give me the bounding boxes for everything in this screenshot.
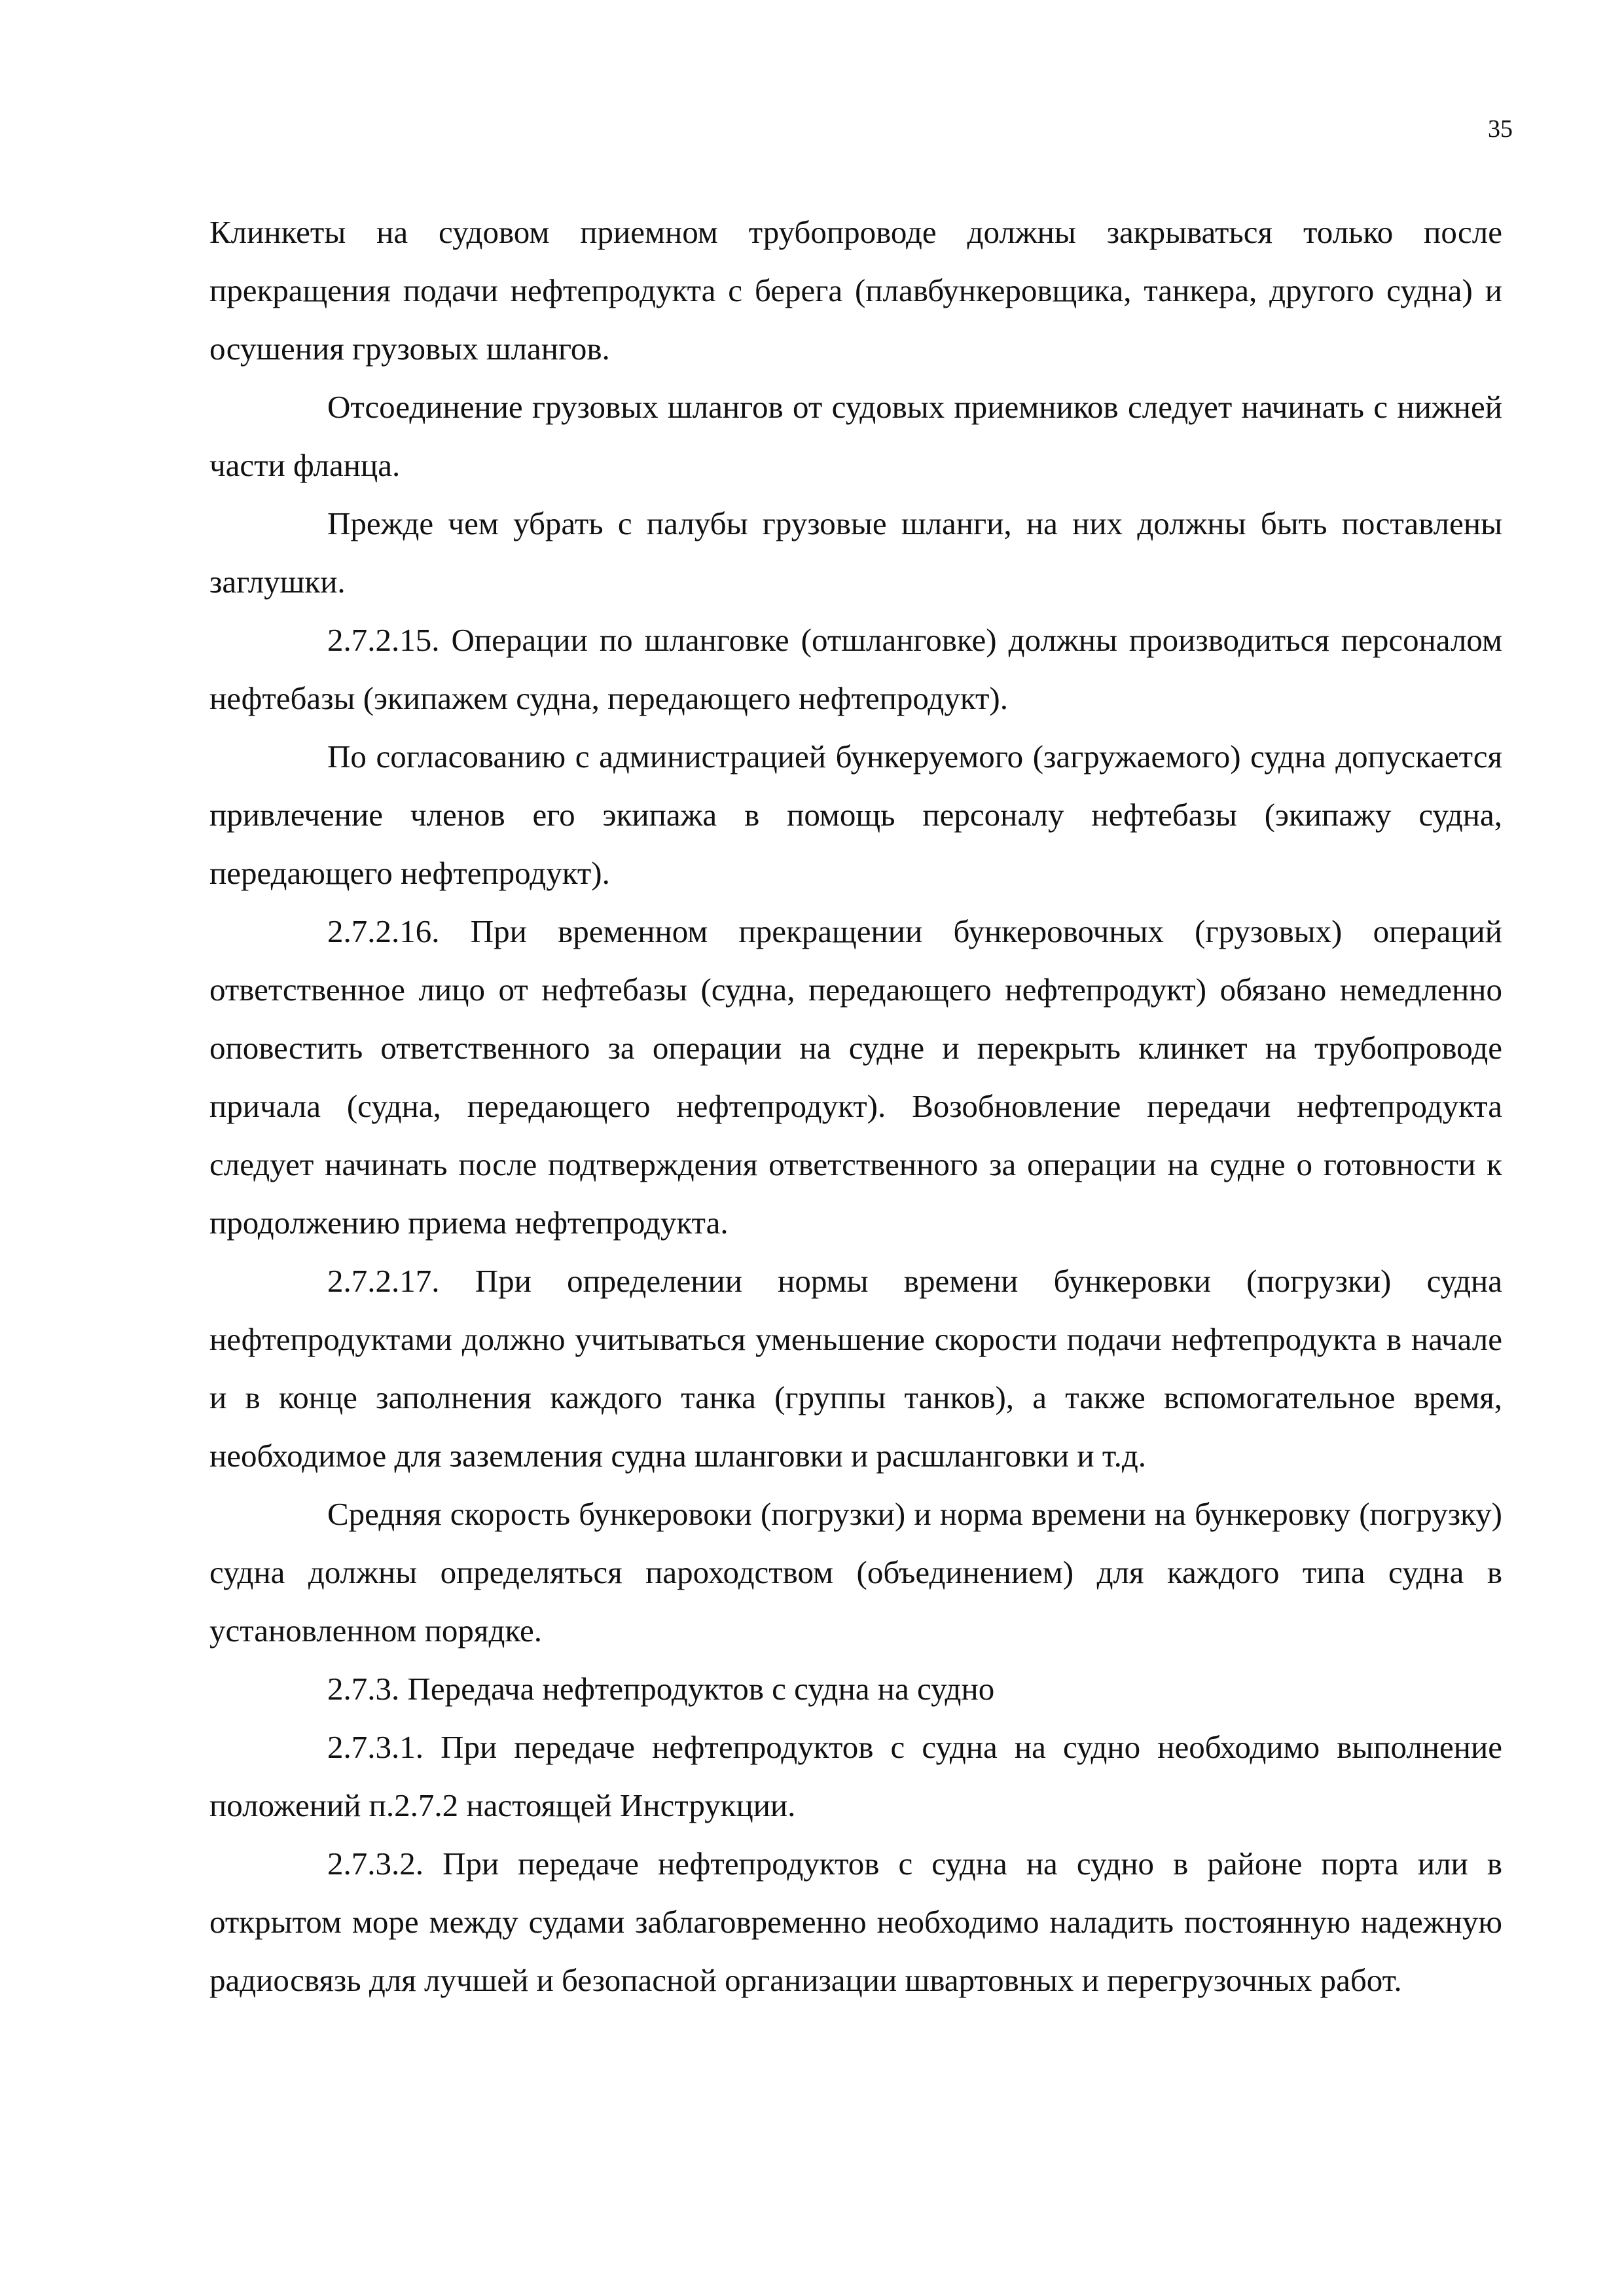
page-number: 35 (1488, 115, 1513, 143)
paragraph: Клинкеты на судовом приемном трубопроводе должны закрываться только после прекращения подачи нефтепродукта с берега (плавбункеровщика, танкера, другого судна) и осушения грузовых шлангов. (209, 214, 1502, 367)
paragraph: 2.7.3.2. При передаче нефтепродуктов с судна на судно в районе порта или в открытом море между судами заблаговременно необходимо наладить постоянную надежную радиосвязь для лучшей и безопасной организации швартовных и перегрузочных работ. (209, 1846, 1502, 1998)
paragraph: Средняя скорость бункеровоки (погрузки) и норма времени на бункеровку (погрузку) судна должны определяться пароходством (объединением) для каждого типа судна в установленном порядке. (209, 1496, 1502, 1649)
paragraph: Отсоединение грузовых шлангов от судовых приемников следует начинать с нижней части фланца. (209, 389, 1502, 483)
paragraph: 2.7.2.16. При временном прекращении бункеровочных (грузовых) операций ответственное лицо от нефтебазы (судна, передающего нефтепродукт) обязано немедленно оповестить ответственного за операции на судне и перекрыть клинкет на трубопроводе причала (судна, передающего нефтепродукт). Возобновление передачи нефтепродукта следует начинать после подтверждения ответственного за операции на судне о готовности к продолжению приема нефтепродукта. (209, 913, 1502, 1241)
paragraph: 2.7.3.1. При передаче нефтепродуктов с судна на судно необходимо выполнение положений п.2.7.2 настоящей Инструкции. (209, 1729, 1502, 1823)
paragraph: По согласованию с администрацией бункеруемого (загружаемого) судна допускается привлечение членов его экипажа в помощь персоналу нефтебазы (экипажу судна, передающего нефтепродукт). (209, 738, 1502, 891)
document-body (209, 203, 1502, 2009)
paragraph: 2.7.2.15. Операции по шланговке (отшланговке) должны производиться персоналом нефтебазы (экипажем судна, передающего нефтепродукт). (209, 622, 1502, 716)
paragraph: Прежде чем убрать с палубы грузовые шланги, на них должны быть поставлены заглушки. (209, 505, 1502, 600)
paragraph: 2.7.2.17. При определении нормы времени бункеровки (погрузки) судна нефтепродуктами должно учитываться уменьшение скорости подачи нефтепродукта в начале и в конце заполнения каждого танка (группы танков), а также вспомогательное время, необходимое для заземления судна шланговки и расшланговки и т.д. (209, 1263, 1502, 1474)
section-heading: 2.7.3. Передача нефтепродуктов с судна на судно (327, 1671, 995, 1707)
